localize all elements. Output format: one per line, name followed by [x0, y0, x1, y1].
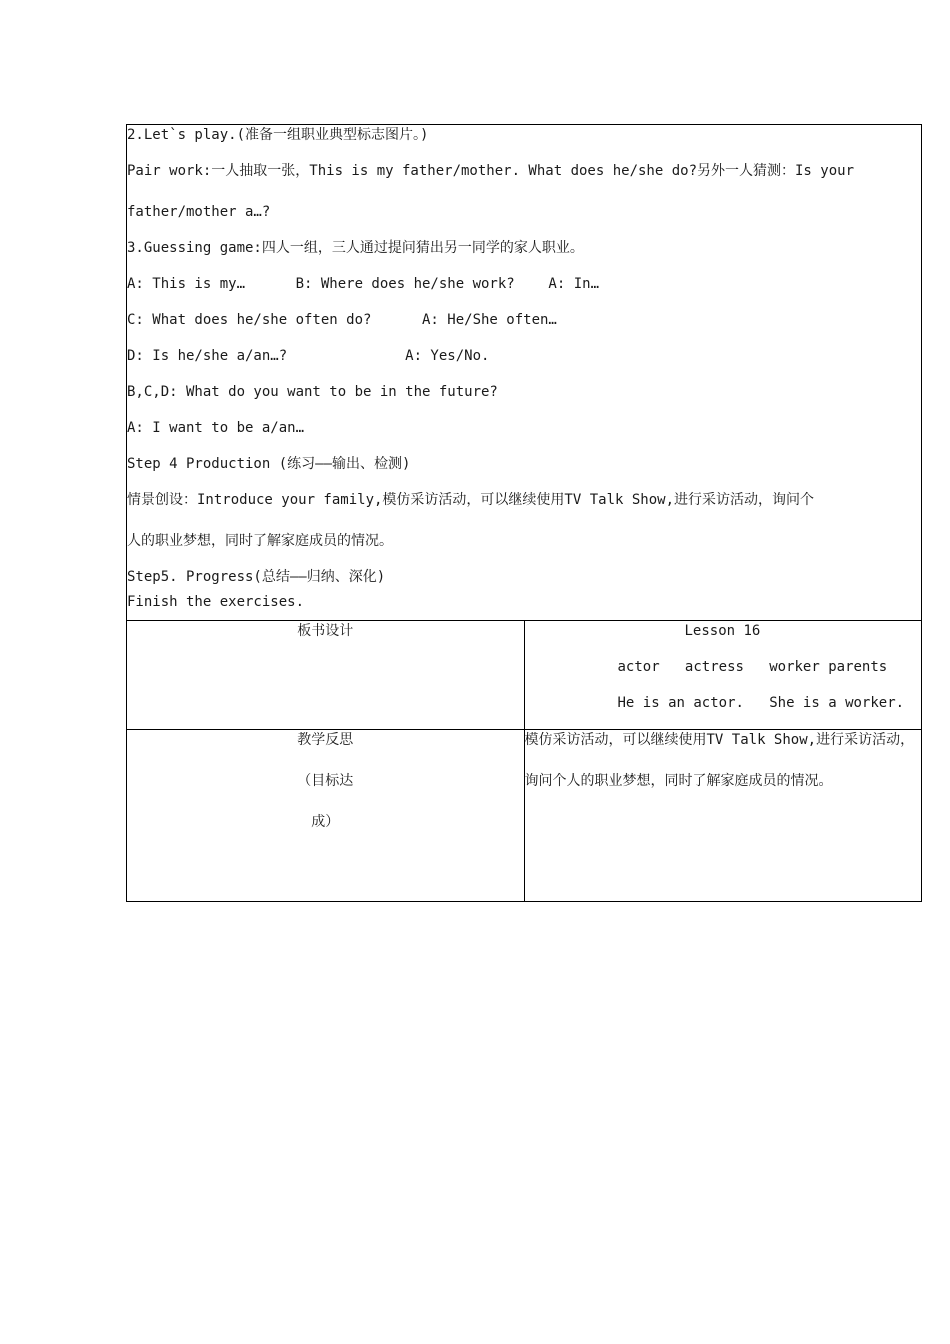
board-design-row — [127, 621, 922, 730]
lesson-plan-table — [126, 124, 922, 902]
reflection-label-2: （目标达 — [297, 773, 354, 789]
reflection-text: 模仿采访活动，可以继续使用TV Talk Show,进行采访活动，询问个人的职业梦想，同时了解家庭成员的情况。 — [524, 732, 915, 789]
step-5-progress: Step5. Progress(总结——归纳、深化) — [127, 569, 386, 585]
board-label: 板书设计 — [297, 623, 354, 639]
reflection-content-cell — [524, 730, 922, 902]
finish-exercises: Finish the exercises. — [127, 594, 305, 610]
board-content-cell — [524, 621, 922, 730]
dialogue-line-d: D: Is he/she a/an…? A: Yes/No. — [127, 348, 490, 364]
board-title: Lesson 16 — [684, 623, 761, 639]
reflection-row — [127, 730, 922, 902]
scenario-line-1: 情景创设：Introduce your family,模仿采访活动，可以继续使用TV Talk Show,进行采访活动，询问个 — [127, 492, 815, 508]
dialogue-line-bcd: B,C,D: What do you want to be in the future? — [127, 384, 498, 400]
pair-work-line-1: Pair work:一人抽取一张，This is my father/mother. What does he/she do?另外一人猜测：Is your — [127, 163, 855, 179]
reflection-label-3: 成） — [311, 814, 340, 830]
guessing-game-line: 3.Guessing game:四人一组，三人通过提问猜出另一同学的家人职业。 — [127, 240, 584, 256]
board-words: actor actress worker parents — [617, 659, 888, 675]
procedure-cell — [127, 125, 922, 621]
dialogue-line-answer: A: I want to be a/an… — [127, 420, 305, 436]
step-4-production: Step 4 Production (练习——输出、检测) — [127, 456, 411, 472]
dialogue-line-a: A: This is my… B: Where does he/she work? A: In… — [127, 276, 600, 292]
reflection-label-1: 教学反思 — [297, 732, 354, 748]
pair-work-line-2: father/mother a…? — [127, 204, 271, 220]
reflection-label-cell — [127, 730, 525, 902]
scenario-line-2: 人的职业梦想，同时了解家庭成员的情况。 — [127, 533, 393, 549]
dialogue-line-c: C: What does he/she often do? A: He/She often… — [127, 312, 557, 328]
board-label-cell — [127, 621, 525, 730]
board-sentences: He is an actor. She is a worker. — [617, 695, 905, 711]
procedure-row — [127, 125, 922, 621]
step-lets-play: 2.Let`s play.(准备一组职业典型标志图片。) — [127, 127, 429, 143]
